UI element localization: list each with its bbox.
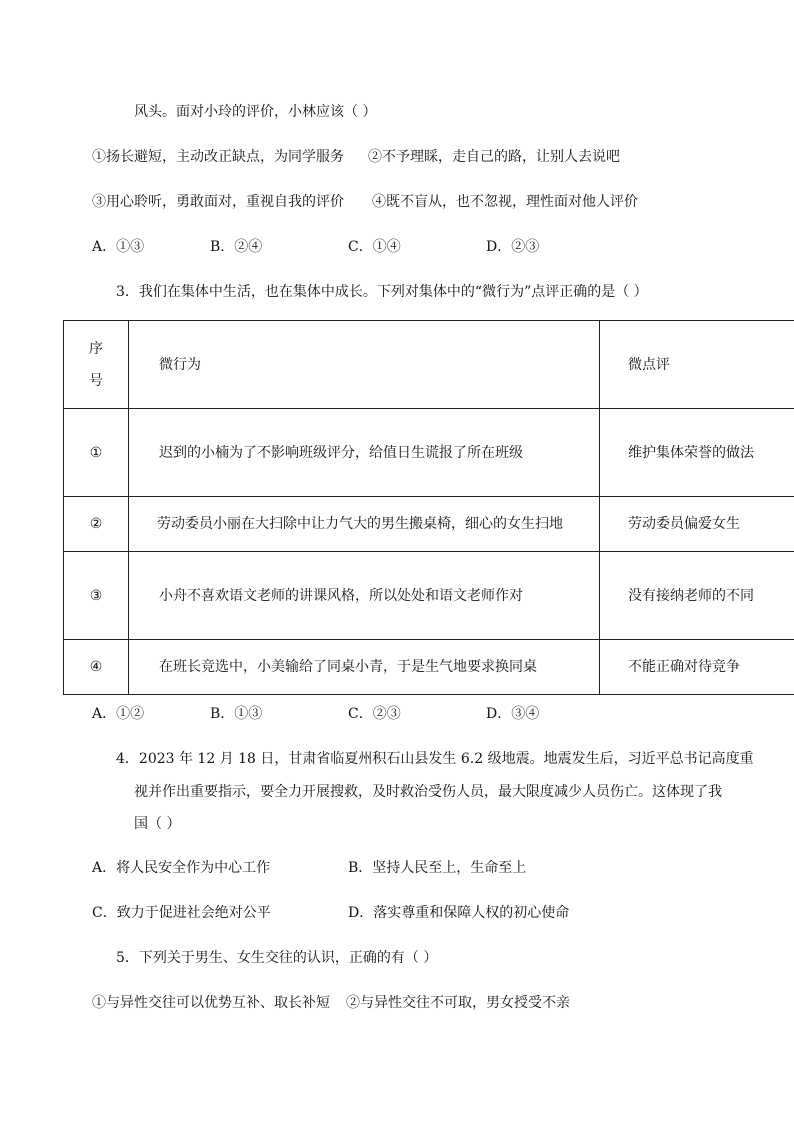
q2-option-d: D．②③ (486, 239, 540, 255)
header-index-label: 序号 (89, 340, 103, 389)
q4-option-c: C．致力于促进社会绝对公平 (92, 905, 271, 921)
row-comment: 没有接纳老师的不同 (600, 552, 794, 640)
q4-option-d: D．落实尊重和保障人权的初心使命 (348, 905, 570, 921)
q5-item-2: ②与异性交往不可取，男女授受不亲 (346, 995, 570, 1011)
q3-option-b: B．①③ (210, 706, 263, 722)
row-action: 劳动委员小丽在大扫除中让力气大的男生搬桌椅，细心的女生扫地 (129, 497, 600, 552)
header-comment: 微点评 (600, 321, 794, 409)
row-index: ① (64, 409, 129, 497)
q3-option-a: A．①② (92, 706, 145, 722)
q2-option-a: A．①③ (92, 239, 145, 255)
header-index (64, 321, 129, 409)
row-index: ② (64, 497, 129, 552)
row-comment: 劳动委员偏爱女生 (600, 497, 794, 552)
row-index: ④ (64, 640, 129, 695)
q4-stem-line-2: 视并作出重要指示，要全力开展搜救，及时救治受伤人员，最大限度减少人员伤亡。这体现了我 (134, 784, 722, 800)
header-action: 微行为 (129, 321, 600, 409)
q2-item-2: ②不予理睬，走自己的路，让别人去说吧 (368, 149, 620, 165)
table-row (64, 552, 794, 640)
q4-stem-line-1: 4．2023 年 12 月 18 日，甘肃省临夏州积石山县发生 6.2 级地震。地震发生后，习近平总书记高度重 (116, 751, 754, 767)
row-comment: 不能正确对待竞争 (600, 640, 794, 695)
q4-stem-line-3: 国（ ） (134, 816, 181, 832)
q5-item-1: ①与异性交往可以优势互补、取长补短 (92, 995, 330, 1011)
row-action: 在班长竞选中，小美输给了同桌小青，于是生气地要求换同桌 (129, 640, 600, 695)
row-comment: 维护集体荣誉的做法 (600, 409, 794, 497)
q2-item-4: ④既不盲从，也不忽视，理性面对他人评价 (372, 194, 638, 210)
q3-option-c: C．②③ (348, 706, 401, 722)
q3-option-d: D．③④ (486, 706, 540, 722)
table-row (64, 409, 794, 497)
row-index: ③ (64, 552, 129, 640)
q2-stem-continuation: 风头。面对小玲的评价，小林应该（ ） (134, 104, 377, 120)
q4-option-a: A．将人民安全作为中心工作 (92, 860, 271, 876)
table-row (64, 497, 794, 552)
row-action: 小舟不喜欢语文老师的讲课风格，所以处处和语文老师作对 (129, 552, 600, 640)
table-header-row (64, 321, 794, 409)
row-action: 迟到的小楠为了不影响班级评分，给值日生谎报了所在班级 (129, 409, 600, 497)
q2-item-3: ③用心聆听，勇敢面对，重视自我的评价 (92, 194, 344, 210)
q3-stem: 3．我们在集体中生活，也在集体中成长。下列对集体中的“微行为”点评正确的是（ ） (116, 284, 648, 300)
table-row (64, 640, 794, 695)
q2-option-c: C．①④ (348, 239, 401, 255)
q5-stem: 5．下列关于男生、女生交往的认识，正确的有（ ） (116, 950, 438, 966)
q3-table (63, 320, 794, 695)
q2-option-b: B．②④ (210, 239, 263, 255)
q4-option-b: B．坚持人民至上，生命至上 (348, 860, 527, 876)
q2-item-1: ①扬长避短，主动改正缺点，为同学服务 (92, 149, 344, 165)
